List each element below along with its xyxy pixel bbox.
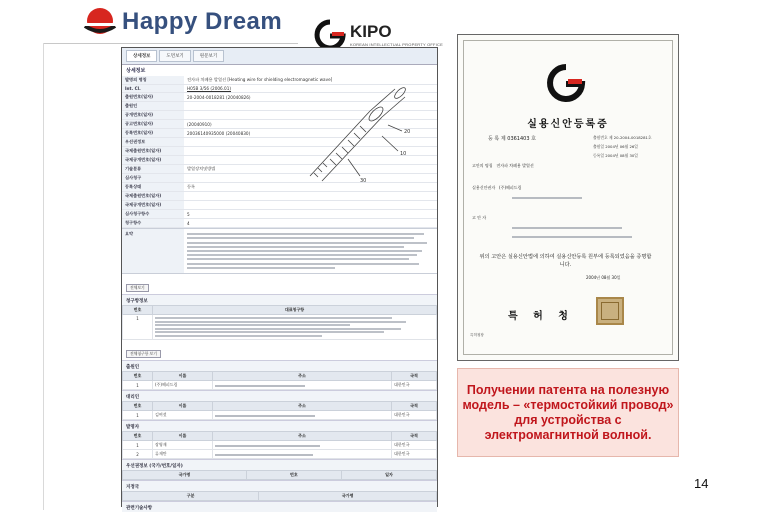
agents-header-no: 번호 — [123, 402, 153, 411]
field-label: 출원인 — [122, 102, 184, 111]
agents-title: 대리인 — [122, 390, 437, 401]
inventor-nationality: 대한민국 — [392, 450, 437, 459]
abstract-block — [122, 228, 437, 274]
agent-nationality: 대한민국 — [392, 411, 437, 420]
field-label: 심사청구 — [122, 174, 184, 183]
field-value — [184, 192, 437, 201]
designated-header-country: 국가명 — [259, 492, 437, 501]
header-divider — [43, 43, 298, 44]
priority-header-number: 번호 — [246, 471, 341, 480]
table-row — [122, 192, 437, 201]
table-row — [123, 411, 437, 420]
designated-table — [122, 491, 437, 501]
certificate-row-3 — [472, 215, 632, 239]
row1-value: 전자파 차폐용 발열선 — [496, 163, 534, 168]
applicants-title: 출원인 — [122, 360, 437, 371]
inventors-table — [122, 431, 437, 459]
field-label: 국제공개번호(일자) — [122, 156, 184, 165]
field-label: 국제출원번호(일자) — [122, 147, 184, 156]
certificate-side-2: 출원일 2004년 06월 26일 — [593, 144, 638, 149]
caption-box — [457, 368, 679, 457]
field-value: 발열장치및방법 — [184, 165, 437, 174]
page-number: 14 — [694, 476, 709, 491]
applicants-header-nationality: 국적 — [392, 372, 437, 381]
certificate-side-1: 출원번호 제 20-2004-0018281호 — [593, 135, 652, 140]
kipo-name: KIPO — [350, 22, 392, 41]
certificate-number: 등 록 제 0361403 호 — [488, 136, 536, 142]
agent-address — [213, 411, 392, 420]
official-seal-icon — [596, 297, 624, 325]
field-label: 우선권정보 — [122, 138, 184, 147]
applicants-header-name: 이름 — [153, 372, 213, 381]
priority-table — [122, 470, 437, 480]
applicant-name: (주)해피드림 — [153, 381, 213, 390]
field-value: 등록 — [184, 183, 437, 192]
certificate-row-2 — [472, 185, 582, 200]
brand-name: Happy Dream — [122, 8, 283, 35]
tab-original[interactable]: 원문보기 — [193, 50, 224, 62]
designated-header-type: 구분 — [123, 492, 259, 501]
field-label: 국제공개번호(일자) — [122, 201, 184, 210]
tab-details[interactable]: 상세정보 — [126, 50, 157, 62]
inventor-address — [213, 450, 392, 459]
certificate-office: 특 허 청 — [508, 311, 574, 322]
svg-text:30: 30 — [360, 178, 367, 184]
field-value: 20036140935000 (20040830) — [184, 129, 437, 138]
row2-value: (주)해피드림 — [499, 185, 522, 190]
svg-text:20: 20 — [404, 129, 411, 135]
certificate-date: 2004년 08월 30일 — [586, 275, 621, 280]
certificate-title: 실용신안등록증 — [527, 119, 609, 130]
inventor-address — [213, 441, 392, 450]
row1-label: 고안의 명칭 — [472, 163, 493, 168]
row3-label: 고 안 자 — [472, 215, 487, 220]
agent-no: 1 — [123, 411, 153, 420]
claim-text-lines — [153, 314, 437, 340]
field-value: 5 — [184, 210, 437, 219]
svg-text:10: 10 — [400, 151, 407, 157]
table-row — [122, 219, 437, 228]
inventors-header-name: 이름 — [153, 432, 213, 441]
claim-number: 1 — [123, 314, 153, 340]
row2-label: 실용신안권자 — [472, 185, 496, 190]
priority-header-country: 국가명 — [123, 471, 247, 480]
agents-header-nationality: 국적 — [392, 402, 437, 411]
table-row — [122, 210, 437, 219]
inventors-header-nationality: 국적 — [392, 432, 437, 441]
tab-drawings[interactable]: 도면보기 — [159, 50, 190, 62]
inventors-header-no: 번호 — [123, 432, 153, 441]
record-section-title: 상세정보 — [126, 68, 146, 74]
applicant-no: 1 — [123, 381, 153, 390]
all-claims-button[interactable]: 전체청구항 보기 — [126, 350, 161, 358]
applicant-nationality: 대한민국 — [392, 381, 437, 390]
claims-title: 청구항정보 — [122, 294, 437, 305]
field-label: 기술분류 — [122, 165, 184, 174]
happy-dream-logo-icon — [83, 6, 117, 40]
applicants-header-no: 번호 — [123, 372, 153, 381]
field-value: (20040910) — [184, 120, 437, 129]
applicants-header-address: 주소 — [213, 372, 392, 381]
patent-record-panel — [121, 47, 438, 512]
applicants-table — [122, 371, 437, 390]
agent-name: 김여섯 — [153, 411, 213, 420]
priority-title: 우선권정보 (국가/번호/일자) — [122, 459, 437, 470]
cable-drawing-icon — [300, 81, 420, 186]
certificate-footer: 특허청장 — [470, 333, 484, 337]
field-label: 공개번호(일자) — [122, 111, 184, 120]
certificate-side-3: 등록일 2004년 08월 30일 — [593, 153, 638, 158]
utility-model-certificate — [457, 34, 679, 361]
field-label: Int. Cl. — [122, 85, 184, 93]
inventor-nationality: 대한민국 — [392, 441, 437, 450]
view-all-button[interactable]: 전체보기 — [126, 284, 149, 292]
inventor-name: 장영재 — [153, 441, 213, 450]
record-tabs — [122, 48, 437, 65]
side-divider — [43, 43, 44, 510]
field-label: 국제출원번호(일자) — [122, 192, 184, 201]
field-value[interactable]: H05B 3/56 (2006.01) — [184, 85, 437, 93]
designated-title: 지정국 — [122, 480, 437, 491]
field-value: 4 — [184, 219, 437, 228]
claims-table — [122, 305, 437, 341]
agents-table — [122, 401, 437, 420]
field-value: 20-2004-0018281 (20040826) — [184, 93, 437, 102]
inventor-name: 류재만 — [153, 450, 213, 459]
field-label: 심사청구항수 — [122, 210, 184, 219]
inventor-no: 2 — [123, 450, 153, 459]
table-row — [123, 450, 437, 459]
agents-header-name: 이름 — [153, 402, 213, 411]
field-label: 등록번호(일자) — [122, 129, 184, 138]
field-label: 등록상태 — [122, 183, 184, 192]
claims-header-no: 번호 — [123, 305, 153, 314]
kipo-logo-icon — [313, 20, 347, 50]
agents-header-address: 주소 — [213, 402, 392, 411]
applicant-address — [213, 381, 392, 390]
field-label: 발명의 명칭 — [122, 76, 184, 85]
field-value — [184, 201, 437, 210]
field-value: 전자파 차폐용 발열선 [Heating wire for shielding electromagnetic wave] — [184, 76, 437, 85]
table-row — [123, 441, 437, 450]
claims-header-text: 대표청구항 — [153, 305, 437, 314]
abstract-text-lines — [184, 229, 437, 273]
kipo-emblem-icon — [546, 63, 586, 103]
table-row — [122, 201, 437, 210]
field-label: 청구항수 — [122, 219, 184, 228]
certificate-row-1 — [472, 163, 534, 169]
inventors-title: 발명자 — [122, 420, 437, 431]
caption-text: Получении патента на полезную модель – «термостойкий провод» для устройства с электромагнитной волной. — [462, 382, 674, 442]
field-label: 공고번호(일자) — [122, 120, 184, 129]
table-row — [123, 314, 437, 340]
abstract-label: 요약 — [122, 229, 184, 273]
field-label: 출원번호(일자) — [122, 93, 184, 102]
priority-header-date: 일자 — [341, 471, 436, 480]
inventors-header-address: 주소 — [213, 432, 392, 441]
related-title: 관련기술사항 — [122, 501, 437, 512]
table-row — [123, 381, 437, 390]
kipo-subtitle: KOREAN INTELLECTUAL PROPERTY OFFICE — [350, 42, 443, 47]
inventor-no: 1 — [123, 441, 153, 450]
certificate-statement: 위의 고안은 실용신안법에 의하여 실용신안등록 원부에 등록되었음을 증명합니다. — [479, 254, 652, 268]
